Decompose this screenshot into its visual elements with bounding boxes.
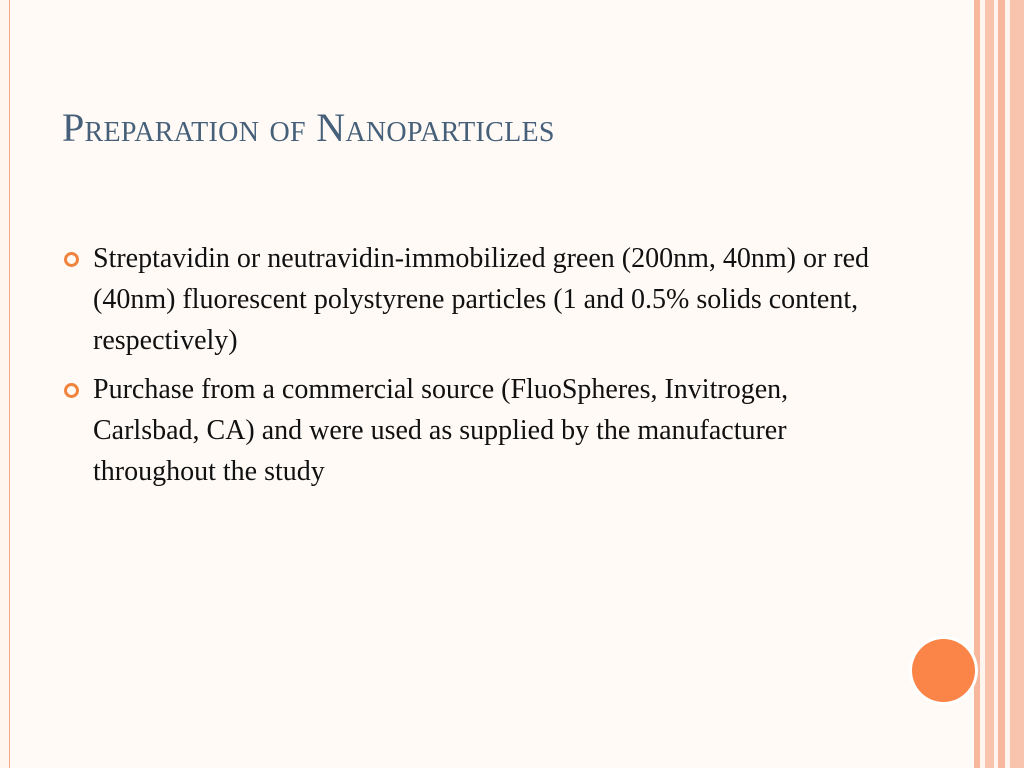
left-border-stripe: [0, 0, 10, 768]
border-stripe: [1010, 0, 1024, 768]
right-border-stripes: [974, 0, 1024, 768]
bullet-circle-icon: [64, 383, 79, 398]
border-stripe: [985, 0, 994, 768]
slide-title: Preparation of Nanoparticles: [62, 105, 555, 150]
border-stripe: [998, 0, 1005, 768]
bullet-item: [62, 238, 882, 361]
bullet-list: [62, 238, 882, 500]
bullet-item: [62, 369, 882, 492]
bullet-text: Streptavidin or neutravidin-immobilized green (200nm, 40nm) or red (40nm) fluorescent polystyrene particles (1 and 0.5% solids content, respectively): [93, 243, 870, 356]
bullet-text: Purchase from a commercial source (FluoSpheres, Invitrogen, Carlsbad, CA) and were used as supplied by the manufacturer throughout the study: [93, 374, 789, 487]
decorative-circle: [912, 639, 975, 702]
bullet-circle-icon: [64, 252, 79, 267]
